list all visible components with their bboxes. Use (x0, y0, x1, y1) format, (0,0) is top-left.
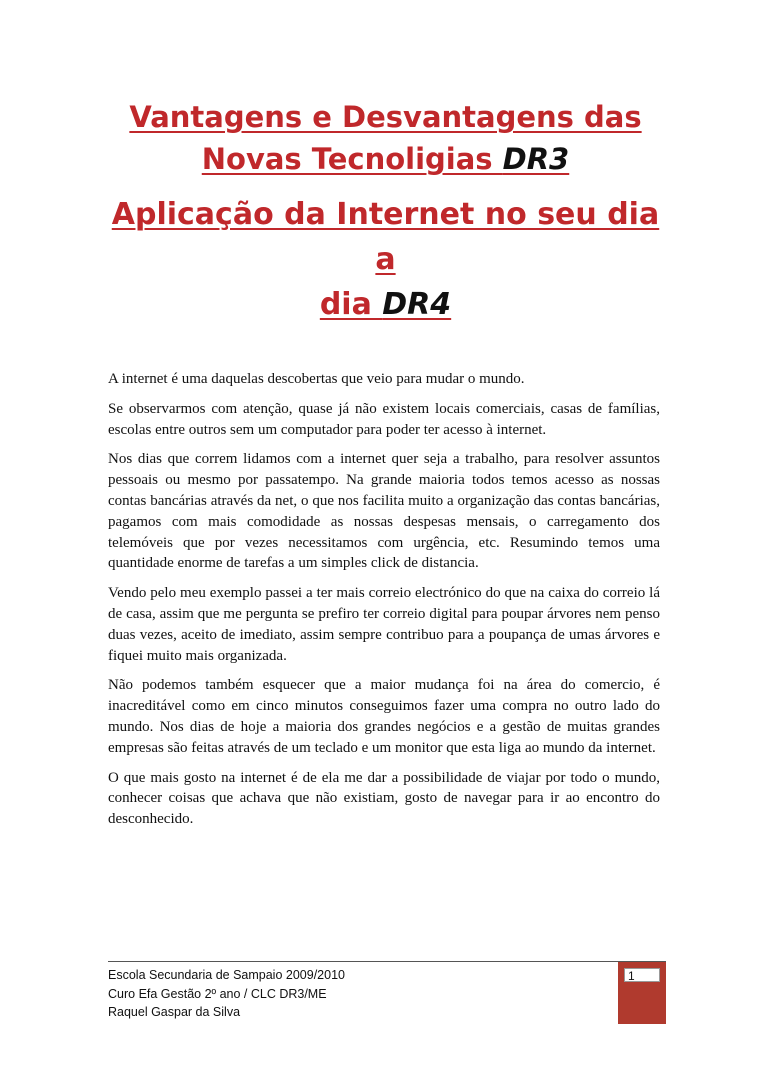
paragraph: Vendo pelo meu exemplo passei a ter mais correio electrónico do que na caixa do correio lá de casa, assim que me pergunta se prefiro ter correio digital para poupar árvores nem penso duas vezes, aceito de imediato, assim sempre contribuo para a poupança de umas árvores e fiquei muito mais organizada. (108, 585, 660, 664)
title-line-4-text: dia (319, 287, 383, 322)
title-line-1: Vantagens e Desvantagens das (129, 100, 642, 134)
paragraph: O que mais gosto na internet é de ela me dar a possibilidade de viajar por todo o mundo, conhecer coisas que achava que não existiam, gosto de navegar para ir ao encontro do desconhecido. (108, 769, 660, 828)
page-footer (108, 961, 666, 1024)
title-line-3: Aplicação da Internet no seu dia a (111, 197, 660, 277)
footer-text (108, 966, 345, 1022)
document-subtitle (108, 192, 663, 327)
footer-course: Curo Efa Gestão 2º ano / CLC DR3/ME (108, 986, 327, 1001)
page-number-box (618, 962, 666, 1024)
paragraph: A internet é uma daquelas descobertas que veio para mudar o mundo. (108, 371, 525, 387)
title-code-dr4: DR4 (382, 287, 452, 322)
title-line-4 (108, 282, 663, 327)
body-text (108, 369, 660, 839)
page-number: 1 (624, 968, 660, 982)
title-line-2-text: Novas Tecnoligias (201, 142, 503, 176)
footer-school: Escola Secundaria de Sampaio 2009/2010 (108, 968, 345, 982)
title-code-dr3: DR3 (502, 142, 570, 176)
document-title (108, 96, 663, 327)
paragraph: Não podemos também esquecer que a maior mudança foi na área do comercio, é inacreditável como em cinco minutos conseguimos fazer uma compra no outro lado do mundo. Nos dias de hoje a maioria dos grandes negócios e a gestão de muitas grandes empresas são feitas através de um teclado e um monitor que esta liga ao mundo da internet. (108, 677, 660, 756)
paragraph: Nos dias que correm lidamos com a internet quer seja a trabalho, para resolver assuntos pessoais ou mesmo por passatempo. Na grande maioria todos temos acesso as nossas contas bancárias através da net, o que nos facilita muito a organização das contas bancárias, pagamos com mais comodidade as nossas despesas mensais, o carregamento dos telemóveis que por vezes necessitamos com urgência, etc. Resumindo temos uma quantidade enorme de tarefas a um simples click de distancia. (108, 451, 660, 572)
title-line-2 (108, 138, 663, 180)
paragraph: Se observarmos com atenção, quase já não existem locais comerciais, casas de famílias, escolas entre outros sem um computador para poder ter acesso à internet. (108, 400, 660, 438)
footer-author: Raquel Gaspar da Silva (108, 1005, 241, 1019)
